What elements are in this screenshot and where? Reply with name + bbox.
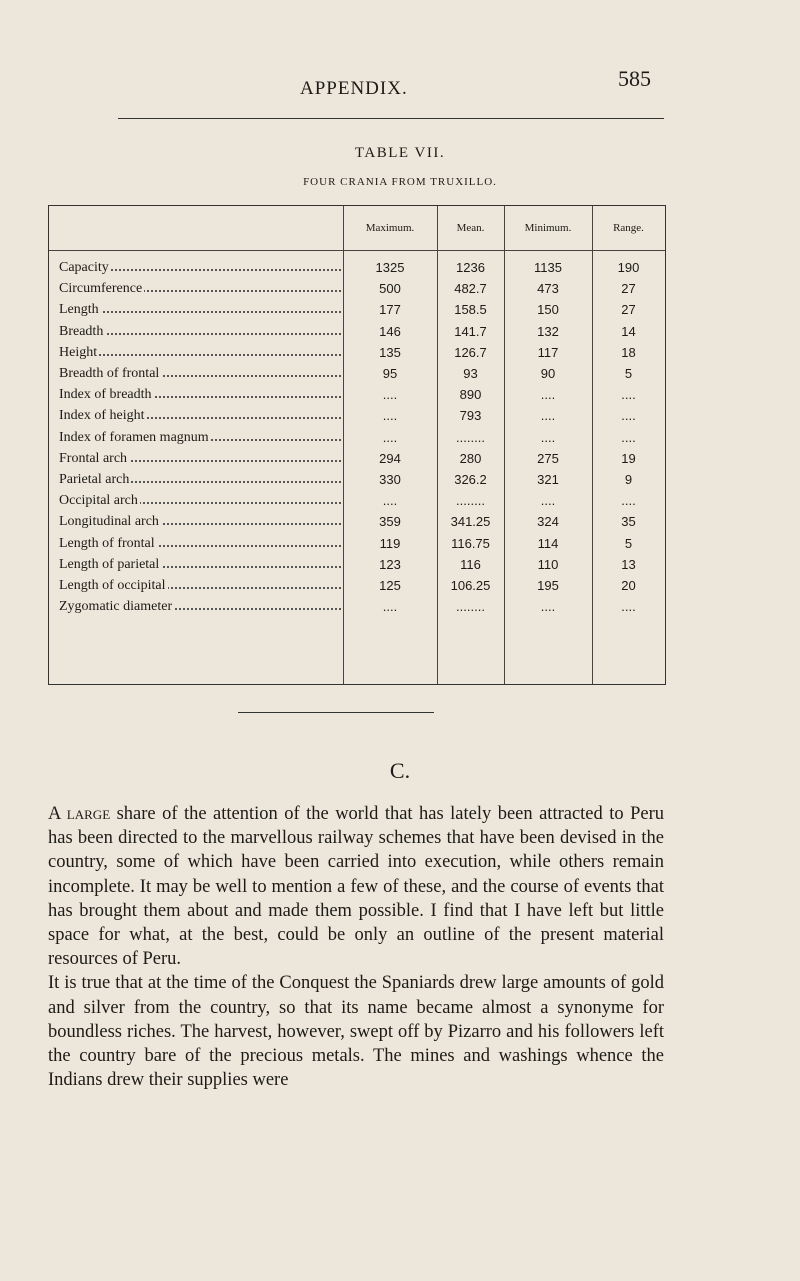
table-row — [49, 514, 665, 535]
cell-maximum: 146 — [379, 323, 401, 339]
cell-range: 19 — [621, 450, 636, 466]
cell-range: 18 — [621, 344, 636, 360]
cell-minimum: 473 — [537, 281, 559, 297]
cell-mean: 126.7 — [454, 344, 487, 360]
row-label-text: Index of foramen magnum — [59, 429, 209, 445]
cell-mean: 341.25 — [450, 514, 491, 530]
cell-maximum: 330 — [379, 472, 401, 487]
table-row — [49, 281, 665, 302]
table-row — [49, 599, 665, 620]
cell-maximum: 95 — [382, 366, 398, 381]
row-label — [59, 302, 341, 318]
cell-mean: 116 — [460, 556, 481, 572]
cell-minimum: .... — [540, 429, 556, 445]
table-row — [49, 302, 665, 323]
table-row — [49, 260, 665, 281]
cell-minimum: .... — [540, 493, 556, 509]
cell-maximum: .... — [382, 387, 398, 403]
cell-minimum: 275 — [537, 450, 559, 466]
row-label-text: Circumference — [59, 281, 143, 297]
cell-range: 190 — [617, 260, 640, 275]
row-label-text: Length of occipital — [59, 578, 166, 593]
row-label-text: Height — [59, 344, 98, 360]
row-label — [59, 451, 341, 467]
cell-range: .... — [621, 387, 636, 403]
running-head-title: APPENDIX. — [300, 78, 408, 99]
row-label — [59, 557, 341, 573]
cell-mean: 280 — [459, 450, 482, 466]
cell-minimum: .... — [540, 387, 556, 403]
cell-mean: 116.75 — [451, 535, 490, 551]
dot-leader — [59, 311, 341, 313]
header-rule — [118, 118, 664, 119]
cell-mean: ........ — [456, 599, 485, 615]
row-label-text: Longitudinal arch — [59, 514, 159, 530]
row-label-text: Parietal arch — [59, 472, 130, 487]
row-label — [59, 599, 341, 615]
row-label-text: Length of frontal — [59, 535, 155, 551]
cell-minimum: 321 — [537, 472, 559, 487]
cell-maximum: 1325 — [375, 260, 405, 275]
cell-minimum: 1135 — [534, 260, 562, 275]
cell-mean: ........ — [456, 429, 485, 445]
cell-maximum: .... — [382, 493, 398, 509]
row-label-text: Occipital arch — [59, 493, 138, 509]
row-label-text: Frontal arch — [59, 450, 128, 466]
cell-range: 5 — [624, 366, 633, 381]
row-label — [59, 387, 341, 403]
cell-maximum: 119 — [379, 535, 401, 551]
page-number: 585 — [618, 66, 651, 91]
table-row — [49, 324, 665, 345]
running-head — [0, 66, 800, 108]
table-row — [49, 536, 665, 557]
row-label — [59, 366, 341, 382]
cell-mean: 793 — [459, 408, 482, 424]
table-row — [49, 451, 665, 472]
cell-mean: 106.25 — [450, 578, 491, 593]
cell-minimum: .... — [540, 599, 556, 615]
row-label — [59, 493, 341, 509]
column-header-mean: Mean. — [456, 222, 485, 234]
cell-minimum: 132 — [537, 323, 559, 339]
row-label-text: Length — [59, 302, 99, 318]
cell-maximum: 294 — [379, 450, 401, 466]
table-row — [49, 493, 665, 514]
row-label — [59, 281, 341, 297]
cell-minimum: 195 — [537, 578, 559, 593]
crania-table — [48, 205, 666, 685]
row-label — [59, 408, 341, 424]
cell-minimum: 117 — [537, 344, 559, 360]
table-row — [49, 345, 665, 366]
cell-range: .... — [621, 408, 636, 424]
table-subtitle: FOUR CRANIA FROM TRUXILLO. — [303, 176, 497, 188]
cell-maximum: 177 — [379, 302, 401, 318]
section-heading: C. — [389, 758, 411, 783]
row-label-text: Index of height — [59, 408, 145, 424]
cell-minimum: 110 — [537, 556, 559, 572]
cell-mean: 890 — [459, 387, 482, 403]
row-label — [59, 260, 341, 276]
row-label-text: Index of breadth — [59, 387, 152, 403]
cell-minimum: 90 — [540, 366, 556, 381]
paragraph — [48, 802, 664, 971]
row-label-text: Length of parietal — [59, 556, 160, 572]
cell-range: 20 — [621, 578, 636, 593]
table-row — [49, 366, 665, 387]
cell-mean: 158.5 — [454, 302, 487, 318]
row-label-text: Capacity — [59, 260, 109, 275]
cell-minimum: 324 — [537, 514, 559, 530]
cell-maximum: 500 — [379, 281, 401, 297]
cell-maximum: 123 — [379, 556, 401, 572]
cell-maximum: .... — [382, 599, 398, 615]
column-header-maximum: Maximum. — [365, 222, 415, 234]
column-header-range: Range. — [613, 222, 644, 234]
cell-maximum: 359 — [379, 514, 401, 530]
cell-minimum: 150 — [537, 302, 559, 318]
paragraph-text: It is true that at the time of the Conquest the Spaniards drew large amounts of gold and silver from the country, so that its name became almost a synonyme for boundless riches. The harvest, however, swept off by Pizarro and his followers left the country bare of the precious metals. The mines and washings whence the Indians drew their supplies were — [48, 973, 664, 1091]
lead-in: A large — [48, 804, 111, 824]
cell-range: 13 — [621, 556, 636, 572]
cell-mean: 93 — [463, 366, 478, 381]
cell-maximum: .... — [382, 429, 398, 445]
table-row — [49, 472, 665, 493]
table-row — [49, 430, 665, 451]
row-label — [59, 345, 341, 361]
cell-mean: ........ — [456, 493, 485, 509]
row-label — [59, 472, 341, 488]
row-label-text: Breadth — [59, 323, 104, 339]
cell-minimum: 114 — [537, 535, 559, 551]
cell-mean: 482.7 — [454, 281, 487, 297]
row-label-text: Breadth of frontal — [59, 366, 160, 381]
cell-maximum: 135 — [379, 344, 401, 360]
table-title: TABLE VII. — [354, 145, 446, 161]
cell-range: 27 — [621, 281, 636, 297]
row-label — [59, 578, 341, 594]
paragraph-text: share of the attention of the world that has lately been attracted to Peru has been directed to the marvellous railway schemes that have been devised in the country, some of which have been carried into execution, while others remain incomplete. It may be well to mention a few of these, and the course of events that has brought them about and made them possible. I find that I have left but little space for what, at the best, could be only an outline of the present material resources of Peru. — [48, 804, 664, 970]
row-label — [59, 430, 341, 446]
row-label — [59, 536, 341, 552]
cell-range: 9 — [624, 472, 633, 487]
section-rule — [238, 712, 434, 713]
row-label-text: Zygomatic diameter — [59, 599, 173, 615]
cell-range: 14 — [621, 323, 636, 339]
cell-mean: 326.2 — [454, 472, 487, 487]
table-row — [49, 557, 665, 578]
column-header-minimum: Minimum. — [524, 222, 572, 234]
cell-range: 27 — [621, 302, 636, 318]
paragraph — [48, 971, 664, 1092]
row-label — [59, 514, 341, 530]
body-text — [48, 802, 664, 1092]
cell-range: 5 — [624, 535, 633, 551]
cell-mean: 141.7 — [454, 323, 487, 339]
cell-range: .... — [621, 429, 636, 445]
cell-range: 35 — [621, 514, 636, 530]
table-row — [49, 387, 665, 408]
cell-mean: 1236 — [456, 260, 485, 275]
cell-maximum: 125 — [379, 578, 401, 593]
table-row — [49, 578, 665, 599]
dot-leader — [59, 354, 341, 356]
cell-range: .... — [621, 493, 636, 509]
cell-range: .... — [621, 599, 636, 615]
cell-minimum: .... — [540, 408, 556, 424]
table-row — [49, 408, 665, 429]
cell-maximum: .... — [382, 408, 398, 424]
table-header-rule — [49, 250, 665, 251]
row-label — [59, 324, 341, 340]
